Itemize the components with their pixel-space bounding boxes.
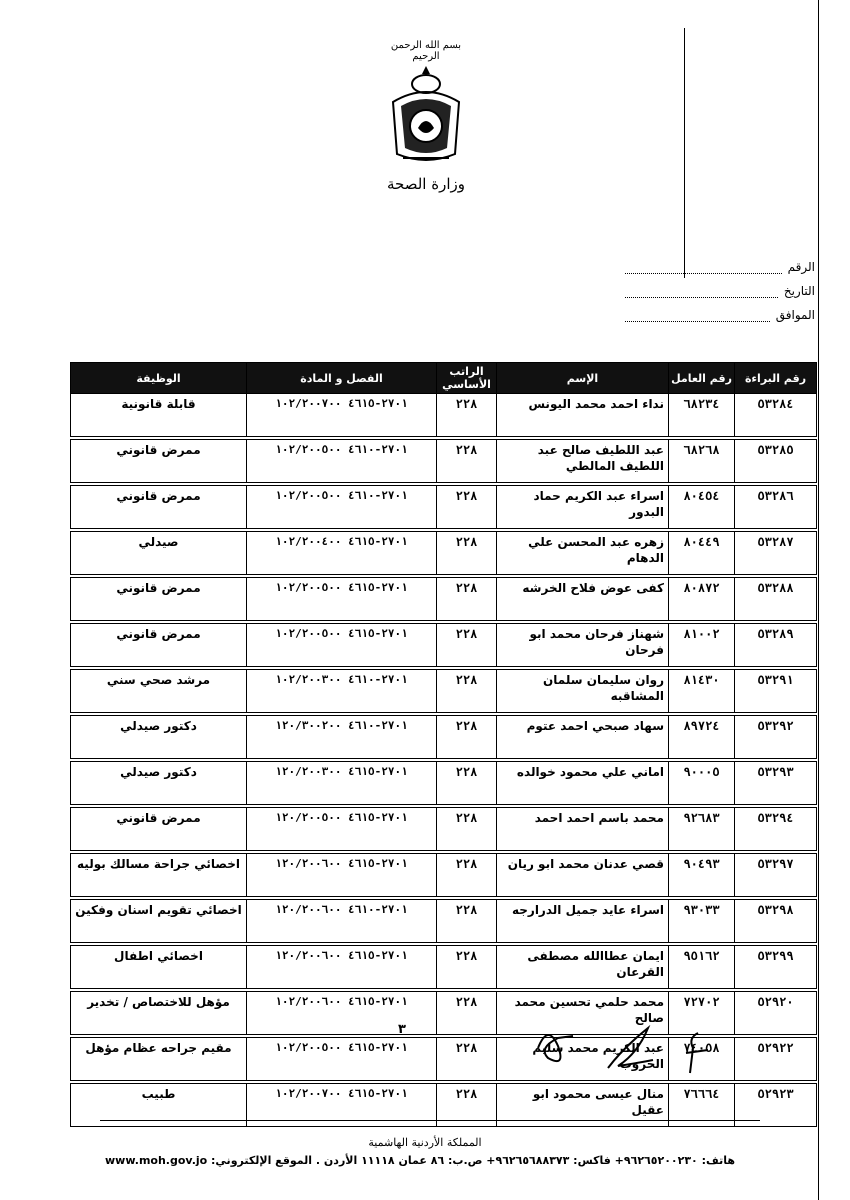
worker-number-cell: ٦٨٢٦٨ bbox=[669, 440, 735, 483]
worker-number-cell: ٨٩٧٢٤ bbox=[669, 716, 735, 759]
job-title-cell: قابلة قانونية bbox=[71, 394, 247, 437]
name-cell: ايمان عطاالله مصطفى القرعان bbox=[497, 946, 669, 989]
ref-corresponding-line bbox=[625, 309, 770, 322]
footer-kingdom: المملكة الأردنية الهاشمية bbox=[368, 1136, 482, 1149]
job-title-cell: اخصائي اطفال bbox=[71, 946, 247, 989]
table-row bbox=[71, 624, 817, 667]
salary-cell: ٢٢٨ bbox=[437, 1084, 497, 1127]
worker-number-cell: ٩٢٦٨٣ bbox=[669, 808, 735, 851]
certificate-number-cell: ٥٢٩٢٣ bbox=[735, 1084, 817, 1127]
table-row bbox=[71, 486, 817, 529]
table-row bbox=[71, 762, 817, 805]
job-title-cell: دكتور صيدلي bbox=[71, 762, 247, 805]
name-cell: عبد اللطيف صالح عبد اللطيف المالطي bbox=[497, 440, 669, 483]
worker-number-cell: ٩٥١٦٢ bbox=[669, 946, 735, 989]
job-title-cell: ممرض قانوني bbox=[71, 578, 247, 621]
ref-number-label: الرقم bbox=[787, 260, 815, 274]
basmala-text: بسم الله الرحمن الرحيم bbox=[390, 40, 462, 62]
row-spacer-cell bbox=[71, 1127, 817, 1130]
section-article-cell: ٢٧٠١-٤٦١٠ ١٠٢/٢٠٠٥٠٠ bbox=[247, 486, 437, 529]
table-row bbox=[71, 946, 817, 989]
salary-cell: ٢٢٨ bbox=[437, 808, 497, 851]
section-article-cell: ٢٧٠١-٤٦١٥ ١٠٢/٢٠٠٥٠٠ bbox=[247, 578, 437, 621]
job-title-cell: مؤهل للاختصاص / تخدير bbox=[71, 992, 247, 1035]
name-cell: قصي عدنان محمد ابو ريان bbox=[497, 854, 669, 897]
section-article-cell: ٢٧٠١-٤٦١٠ ١٢٠/٢٠٠٦٠٠ bbox=[247, 900, 437, 943]
salary-cell: ٢٢٨ bbox=[437, 624, 497, 667]
row-spacer bbox=[71, 1127, 817, 1130]
table-row bbox=[71, 854, 817, 897]
name-cell: اماني علي محمود خوالده bbox=[497, 762, 669, 805]
salary-cell: ٢٢٨ bbox=[437, 854, 497, 897]
name-cell: اسراء عايد جميل الدرارجه bbox=[497, 900, 669, 943]
job-title-cell: ممرض قانوني bbox=[71, 486, 247, 529]
ref-number-row bbox=[625, 250, 815, 274]
ref-number-line bbox=[625, 261, 782, 274]
certificate-number-cell: ٥٣٢٩٤ bbox=[735, 808, 817, 851]
salary-cell: ٢٢٨ bbox=[437, 716, 497, 759]
section-article-cell: ٢٧٠١-٤٦١٠ ١٢٠/٣٠٠٢٠٠ bbox=[247, 716, 437, 759]
name-cell: محمد باسم احمد احمد bbox=[497, 808, 669, 851]
section-article-cell: ٢٧٠١-٤٦١٥ ١٠٢/٢٠٠٥٠٠ bbox=[247, 1038, 437, 1081]
name-cell: شهناز فرحان محمد ابو فرحان bbox=[497, 624, 669, 667]
certificate-number-cell: ٥٣٢٩١ bbox=[735, 670, 817, 713]
section-article-cell: ٢٧٠١-٤٦١٥ ١٠٢/٢٠٠٧٠٠ bbox=[247, 1084, 437, 1127]
ministry-crest bbox=[383, 40, 469, 193]
job-title-cell: مقيم جراحه عظام مؤهل bbox=[71, 1038, 247, 1081]
name-cell: روان سليمان سلمان المشاقبه bbox=[497, 670, 669, 713]
col-worker-number: رقم العامل bbox=[669, 363, 735, 394]
section-article-cell: ٢٧٠١-٤٦١٥ ١٠٢/٢٠٠٦٠٠ bbox=[247, 992, 437, 1035]
job-title-cell: ممرض قانوني bbox=[71, 440, 247, 483]
certificate-number-cell: ٥٣٢٨٥ bbox=[735, 440, 817, 483]
name-cell: كفى عوض فلاح الخرشه bbox=[497, 578, 669, 621]
staff-table bbox=[70, 362, 817, 1129]
job-title-cell: ممرض قانوني bbox=[71, 624, 247, 667]
section-article-cell: ٢٧٠١-٤٦١٠ ١٠٢/٢٠٠٥٠٠ bbox=[247, 440, 437, 483]
worker-number-cell: ٨٠٤٥٤ bbox=[669, 486, 735, 529]
worker-number-cell: ٦٨٢٣٤ bbox=[669, 394, 735, 437]
section-article-cell: ٢٧٠١-٤٦١٠ ١٠٢/٢٠٠٣٠٠ bbox=[247, 670, 437, 713]
table-row bbox=[71, 900, 817, 943]
col-name: الإسم bbox=[497, 363, 669, 394]
job-title-cell: اخصائي تقويم اسنان وفكين bbox=[71, 900, 247, 943]
worker-number-cell: ٩٣٠٣٣ bbox=[669, 900, 735, 943]
name-cell: منال عيسى محمود ابو عقيل bbox=[497, 1084, 669, 1127]
salary-cell: ٢٢٨ bbox=[437, 532, 497, 575]
salary-cell: ٢٢٨ bbox=[437, 946, 497, 989]
salary-cell: ٢٢٨ bbox=[437, 670, 497, 713]
job-title-cell: صيدلي bbox=[71, 532, 247, 575]
section-article-cell: ٢٧٠١-٤٦١٥ ١٠٢/٢٠٠٧٠٠ bbox=[247, 394, 437, 437]
col-section-article: الفصل و المادة bbox=[247, 363, 437, 394]
worker-number-cell: ٧٦٦٦٤ bbox=[669, 1084, 735, 1127]
jordan-coat-of-arms-icon bbox=[383, 62, 469, 167]
page-edge-rule bbox=[818, 0, 819, 1200]
salary-cell: ٢٢٨ bbox=[437, 394, 497, 437]
section-article-cell: ٢٧٠١-٤٦١٥ ١٢٠/٢٠٠٥٠٠ bbox=[247, 808, 437, 851]
col-basic-salary: الراتب الأساسي bbox=[437, 363, 497, 394]
section-article-cell: ٢٧٠١-٤٦١٥ ١٢٠/٢٠٠٣٠٠ bbox=[247, 762, 437, 805]
page-number: ٣ bbox=[398, 1022, 406, 1037]
name-cell: سهاد صبحي احمد عتوم bbox=[497, 716, 669, 759]
footer-contact: هاتف: ٩٦٢٦٥٢٠٠٢٣٠+ فاكس: ٩٦٢٦٥٦٨٨٣٧٣+ ص.ب: ٨٦ عمان ١١١١٨ الأردن . الموقع الإلكتروني: www.moh.gov.jo bbox=[105, 1154, 735, 1167]
ref-date-label: التاريخ bbox=[783, 284, 815, 298]
table-row bbox=[71, 716, 817, 759]
section-article-cell: ٢٧٠١-٤٦١٥ ١٢٠/٢٠٠٦٠٠ bbox=[247, 854, 437, 897]
ref-date-row bbox=[625, 274, 815, 298]
salary-cell: ٢٢٨ bbox=[437, 578, 497, 621]
col-certificate-number: رقم البراءة bbox=[735, 363, 817, 394]
section-article-cell: ٢٧٠١-٤٦١٥ ١٠٢/٢٠٠٥٠٠ bbox=[247, 624, 437, 667]
ministry-name: وزارة الصحة bbox=[387, 175, 465, 193]
section-article-cell: ٢٧٠١-٤٦١٥ ١٢٠/٢٠٠٦٠٠ bbox=[247, 946, 437, 989]
table-row bbox=[71, 578, 817, 621]
salary-cell: ٢٢٨ bbox=[437, 486, 497, 529]
name-cell: اسراء عبد الكريم حماد البدور bbox=[497, 486, 669, 529]
job-title-cell: مرشد صحي سني bbox=[71, 670, 247, 713]
ref-corresponding-label: الموافق bbox=[775, 308, 815, 322]
worker-number-cell: ٨٠٤٤٩ bbox=[669, 532, 735, 575]
table-row bbox=[71, 440, 817, 483]
worker-number-cell: ٧٢٧٠٢ bbox=[669, 992, 735, 1035]
certificate-number-cell: ٥٣٢٩٧ bbox=[735, 854, 817, 897]
vertical-rule bbox=[684, 28, 685, 278]
name-cell: نداء احمد محمد اليونس bbox=[497, 394, 669, 437]
name-cell: عبد الكريم محمد سليم الحروب bbox=[497, 1038, 669, 1081]
certificate-number-cell: ٥٣٢٩٢ bbox=[735, 716, 817, 759]
certificate-number-cell: ٥٢٩٢٠ bbox=[735, 992, 817, 1035]
certificate-number-cell: ٥٣٢٨٤ bbox=[735, 394, 817, 437]
certificate-number-cell: ٥٣٢٨٩ bbox=[735, 624, 817, 667]
worker-number-cell: ٩٠٤٩٣ bbox=[669, 854, 735, 897]
job-title-cell: طبيب bbox=[71, 1084, 247, 1127]
signatures-icon bbox=[528, 1018, 728, 1078]
worker-number-cell: ٧٤٠٥٨ bbox=[669, 1038, 735, 1081]
worker-number-cell: ٨٠٨٧٢ bbox=[669, 578, 735, 621]
salary-cell: ٢٢٨ bbox=[437, 900, 497, 943]
salary-cell: ٢٢٨ bbox=[437, 1038, 497, 1081]
certificate-number-cell: ٥٣٢٨٨ bbox=[735, 578, 817, 621]
table-row bbox=[71, 670, 817, 713]
table-row bbox=[71, 394, 817, 437]
salary-cell: ٢٢٨ bbox=[437, 992, 497, 1035]
section-article-cell: ٢٧٠١-٤٦١٥ ١٠٢/٢٠٠٤٠٠ bbox=[247, 532, 437, 575]
worker-number-cell: ٨١٠٠٢ bbox=[669, 624, 735, 667]
certificate-number-cell: ٥٢٩٢٢ bbox=[735, 1038, 817, 1081]
certificate-number-cell: ٥٣٢٩٣ bbox=[735, 762, 817, 805]
col-job-title: الوظيفة bbox=[71, 363, 247, 394]
table-row bbox=[71, 532, 817, 575]
salary-cell: ٢٢٨ bbox=[437, 440, 497, 483]
table-header-row bbox=[71, 363, 817, 394]
certificate-number-cell: ٥٣٢٩٨ bbox=[735, 900, 817, 943]
job-title-cell: دكتور صيدلي bbox=[71, 716, 247, 759]
name-cell: محمد حلمي تحسين محمد صالح bbox=[497, 992, 669, 1035]
certificate-number-cell: ٥٣٢٨٧ bbox=[735, 532, 817, 575]
ref-date-line bbox=[625, 285, 778, 298]
table-row bbox=[71, 808, 817, 851]
worker-number-cell: ٩٠٠٠٥ bbox=[669, 762, 735, 805]
job-title-cell: اخصائي جراحة مسالك بوليه bbox=[71, 854, 247, 897]
ref-corresponding-row bbox=[625, 298, 815, 322]
reference-fields bbox=[625, 250, 815, 322]
certificate-number-cell: ٥٣٢٨٦ bbox=[735, 486, 817, 529]
worker-number-cell: ٨١٤٣٠ bbox=[669, 670, 735, 713]
job-title-cell: ممرض قانوني bbox=[71, 808, 247, 851]
certificate-number-cell: ٥٣٢٩٩ bbox=[735, 946, 817, 989]
salary-cell: ٢٢٨ bbox=[437, 762, 497, 805]
name-cell: زهره عبد المحسن علي الدهام bbox=[497, 532, 669, 575]
footer-rule bbox=[100, 1120, 760, 1121]
